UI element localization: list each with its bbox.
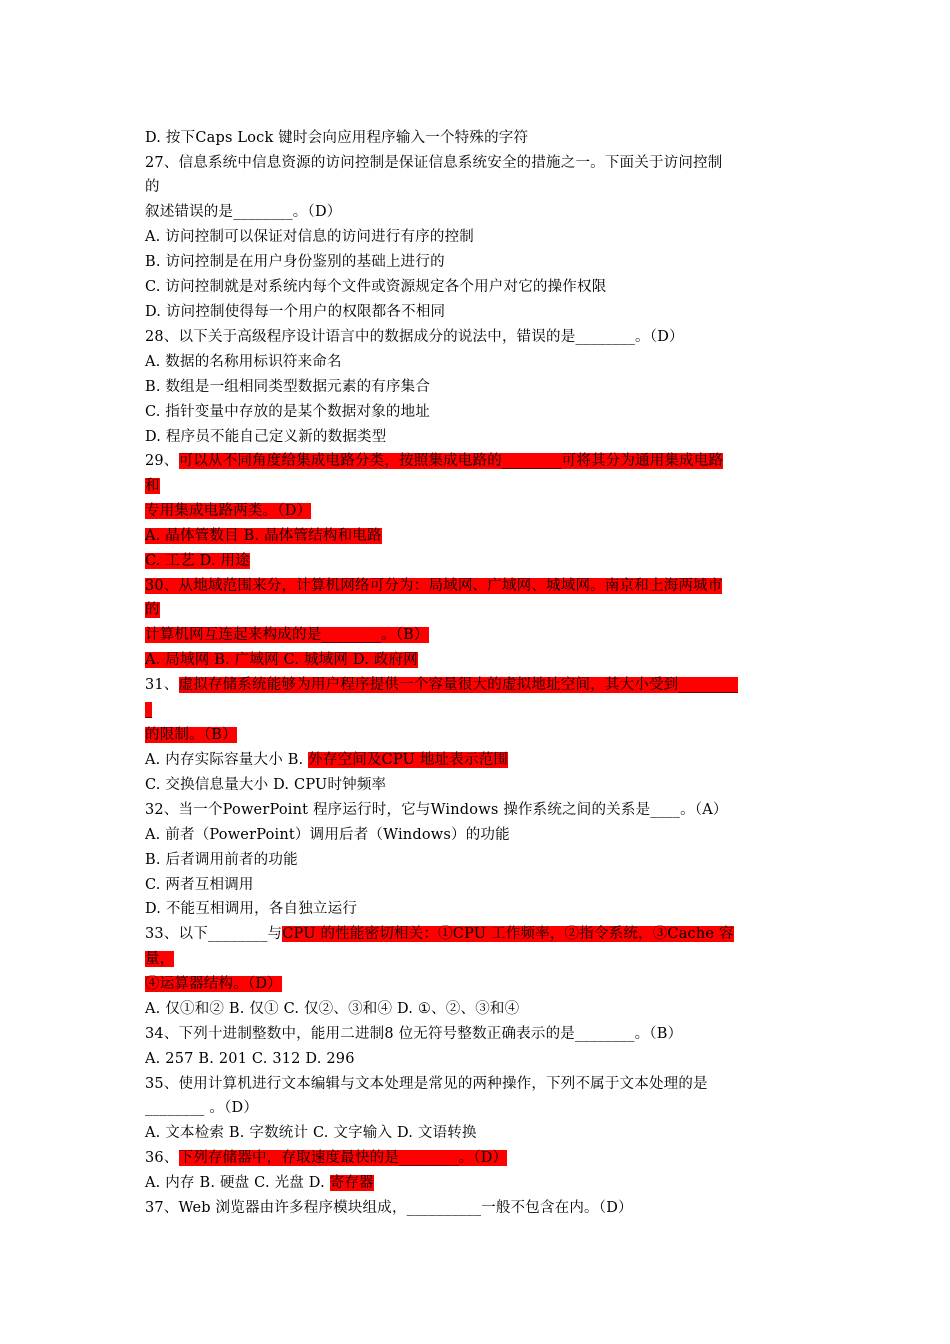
question-32: 32、当一个PowerPoint 程序运行时，它与Windows 操作系统之间的关系是____。（A） <box>145 802 728 818</box>
text-line <box>145 476 160 496</box>
option-b: B. 后者调用前者的功能 <box>145 852 298 868</box>
option-text: A. 内存实际容量大小 B. <box>145 752 309 768</box>
question-37: 37、Web 浏览器由许多程序模块组成，__________一般不包含在内。（D） <box>145 1200 633 1216</box>
highlighted-text: 外存空间及CPU 地址表示范围 <box>308 752 509 768</box>
question-33 <box>145 924 734 944</box>
text-line <box>145 974 282 994</box>
option-c: C. 两者互相调用 <box>145 877 254 893</box>
question-31 <box>145 675 738 695</box>
highlighted-text: 下列存储器中，存取速度最快的是________。（D） <box>178 1150 508 1166</box>
text-line <box>145 949 174 969</box>
highlighted-text: 的限制。（B） <box>145 727 237 743</box>
option-text: A. 内存 B. 硬盘 C. 光盘 D. <box>145 1175 330 1191</box>
option-b: B. 数组是一组相同类型数据元素的有序集合 <box>145 379 431 395</box>
highlighted-text: 寄存器 <box>329 1175 374 1191</box>
option-a: A. 数据的名称用标识符来命名 <box>145 354 342 370</box>
option-c: C. 指针变量中存放的是某个数据对象的地址 <box>145 404 430 420</box>
question-number: 33、以下________与 <box>145 926 283 942</box>
text-line <box>145 625 429 645</box>
highlighted-text: CPU 的性能密切相关：①CPU 工作频率，②指令系统，③Cache 容 <box>282 926 734 942</box>
question-29 <box>145 451 723 471</box>
question-34: 34、下列十进制整数中，能用二进制8 位无符号整数正确表示的是________。（B） <box>145 1026 683 1042</box>
text-line <box>145 526 382 546</box>
highlighted-text: 的 <box>145 602 160 618</box>
highlighted-text: 和 <box>145 478 160 494</box>
question-36 <box>145 1148 507 1168</box>
highlighted-text: 专用集成电路两类。（D） <box>145 503 312 519</box>
option-a: A. 前者（PowerPoint）调用后者（Windows）的功能 <box>145 827 510 843</box>
option-a: A. 访问控制可以保证对信息的访问进行有序的控制 <box>145 229 474 245</box>
text-line: D. 按下Caps Lock 键时会向应用程序输入一个特殊的字符 <box>145 130 529 146</box>
option-d: D. 不能互相调用，各自独立运行 <box>145 901 358 917</box>
option-d: D. 程序员不能自己定义新的数据类型 <box>145 429 387 445</box>
option-b: B. 访问控制是在用户身份鉴别的基础上进行的 <box>145 254 445 270</box>
text-line <box>145 1173 374 1193</box>
question-30 <box>145 576 722 596</box>
highlighted-text: A. 局域网 B. 广域网 C. 城域网 D. 政府网 <box>145 652 418 668</box>
highlighted-text: 虚拟存储系统能够为用户程序提供一个容量很大的虚拟地址空间，其大小受到________ <box>178 677 738 693</box>
text-line <box>145 650 418 670</box>
question-number: 29、 <box>145 453 179 469</box>
highlighted-text: 计算机网互连起来构成的是________。（B） <box>145 627 429 643</box>
text-line <box>145 501 311 521</box>
highlighted-text: C. 工艺 D. 用途 <box>145 553 250 569</box>
question-number: 31、 <box>145 677 179 693</box>
highlighted-text: _ <box>145 702 153 718</box>
text-line: 叙述错误的是________。（D） <box>145 204 342 220</box>
text-line: C. 交换信息量大小 D. CPU时钟频率 <box>145 777 387 793</box>
text-line <box>145 700 152 720</box>
text-line <box>145 600 160 620</box>
question-28: 28、以下关于高级程序设计语言中的数据成分的说法中，错误的是________。（D） <box>145 329 684 345</box>
question-27: 27、信息系统中信息资源的访问控制是保证信息系统安全的措施之一。下面关于访问控制 <box>145 155 723 171</box>
text-line <box>145 551 250 571</box>
text-line: A. 文本检索 B. 字数统计 C. 文字输入 D. 文语转换 <box>145 1125 477 1141</box>
text-line: 的 <box>145 179 160 195</box>
highlighted-text: 30、从地域范围来分，计算机网络可分为：局域网、广域网、城域网。南京和上海两城市 <box>145 578 723 594</box>
text-line <box>145 750 508 770</box>
text-line: A. 257 B. 201 C. 312 D. 296 <box>145 1051 355 1067</box>
option-c: C. 访问控制就是对系统内每个文件或资源规定各个用户对它的操作权限 <box>145 279 607 295</box>
highlighted-text: 量， <box>145 951 175 967</box>
text-line <box>145 725 237 745</box>
text-line: A. 仅①和② B. 仅① C. 仅②、③和④ D. ①、②、③和④ <box>145 1001 520 1017</box>
highlighted-text: 可以从不同角度给集成电路分类，按照集成电路的________可将其分为通用集成电路 <box>178 453 724 469</box>
question-35: 35、使用计算机进行文本编辑与文本处理是常见的两种操作，下列不属于文本处理的是 <box>145 1076 708 1092</box>
question-number: 36、 <box>145 1150 179 1166</box>
highlighted-text: ④运算器结构。（D） <box>145 976 282 992</box>
text-line: ________ 。（D） <box>145 1100 259 1116</box>
option-d: D. 访问控制使得每一个用户的权限都各不相同 <box>145 304 446 320</box>
highlighted-text: A. 晶体管数目 B. 晶体管结构和电路 <box>145 528 382 544</box>
